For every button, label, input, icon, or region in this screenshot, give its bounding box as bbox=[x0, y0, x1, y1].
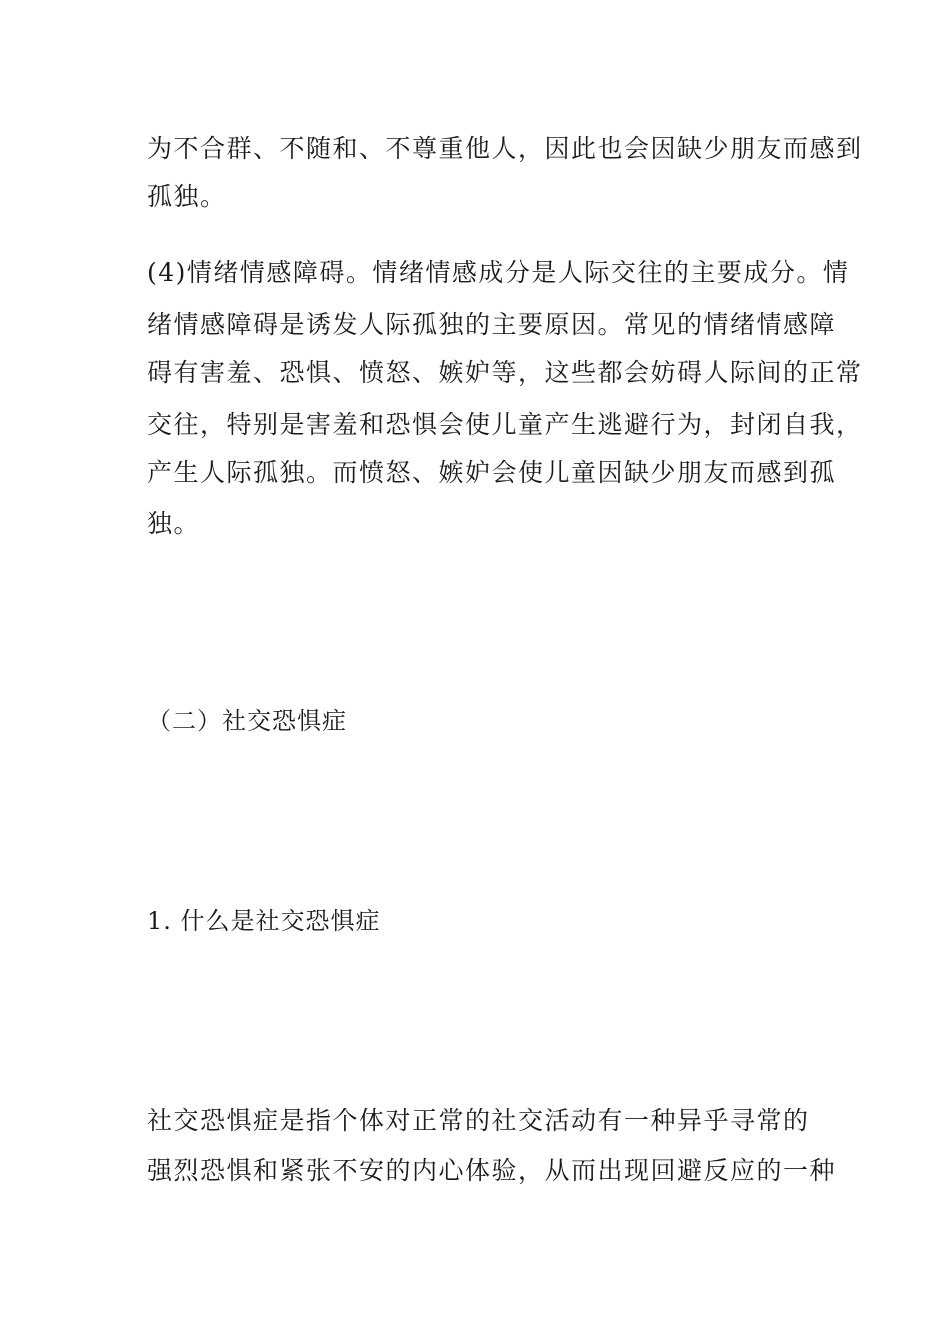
section-heading: （二）社交恐惧症 bbox=[147, 707, 347, 735]
paragraph-2-line-5: 产生人际孤独。而愤怒、嫉妒会使儿童因缺少朋友而感到孤 bbox=[147, 458, 837, 487]
subsection-heading: 1. 什么是社交恐惧症 bbox=[147, 907, 381, 935]
paragraph-3-line-2: 强烈恐惧和紧张不安的内心体验，从而出现回避反应的一种 bbox=[147, 1156, 837, 1185]
paragraph-1-line-2: 孤独。 bbox=[147, 182, 227, 211]
paragraph-1-line-1: 为不合群、不随和、不尊重他人，因此也会因缺少朋友而感到 bbox=[147, 134, 863, 163]
paragraph-3-line-1: 社交恐惧症是指个体对正常的社交活动有一种异乎寻常的 bbox=[147, 1106, 810, 1135]
paragraph-2-line-3: 碍有害羞、恐惧、愤怒、嫉妒等，这些都会妨碍人际间的正常 bbox=[147, 358, 863, 387]
paragraph-2-line-2: 绪情感障碍是诱发人际孤独的主要原因。常见的情绪情感障 bbox=[147, 310, 837, 339]
paragraph-2-line-4: 交往，特别是害羞和恐惧会使儿童产生逃避行为，封闭自我， bbox=[147, 410, 863, 439]
paragraph-2-line-6: 独。 bbox=[147, 509, 201, 538]
paragraph-2-line-1: (4)情绪情感障碍。情绪情感成分是人际交往的主要成分。情 bbox=[147, 258, 850, 287]
